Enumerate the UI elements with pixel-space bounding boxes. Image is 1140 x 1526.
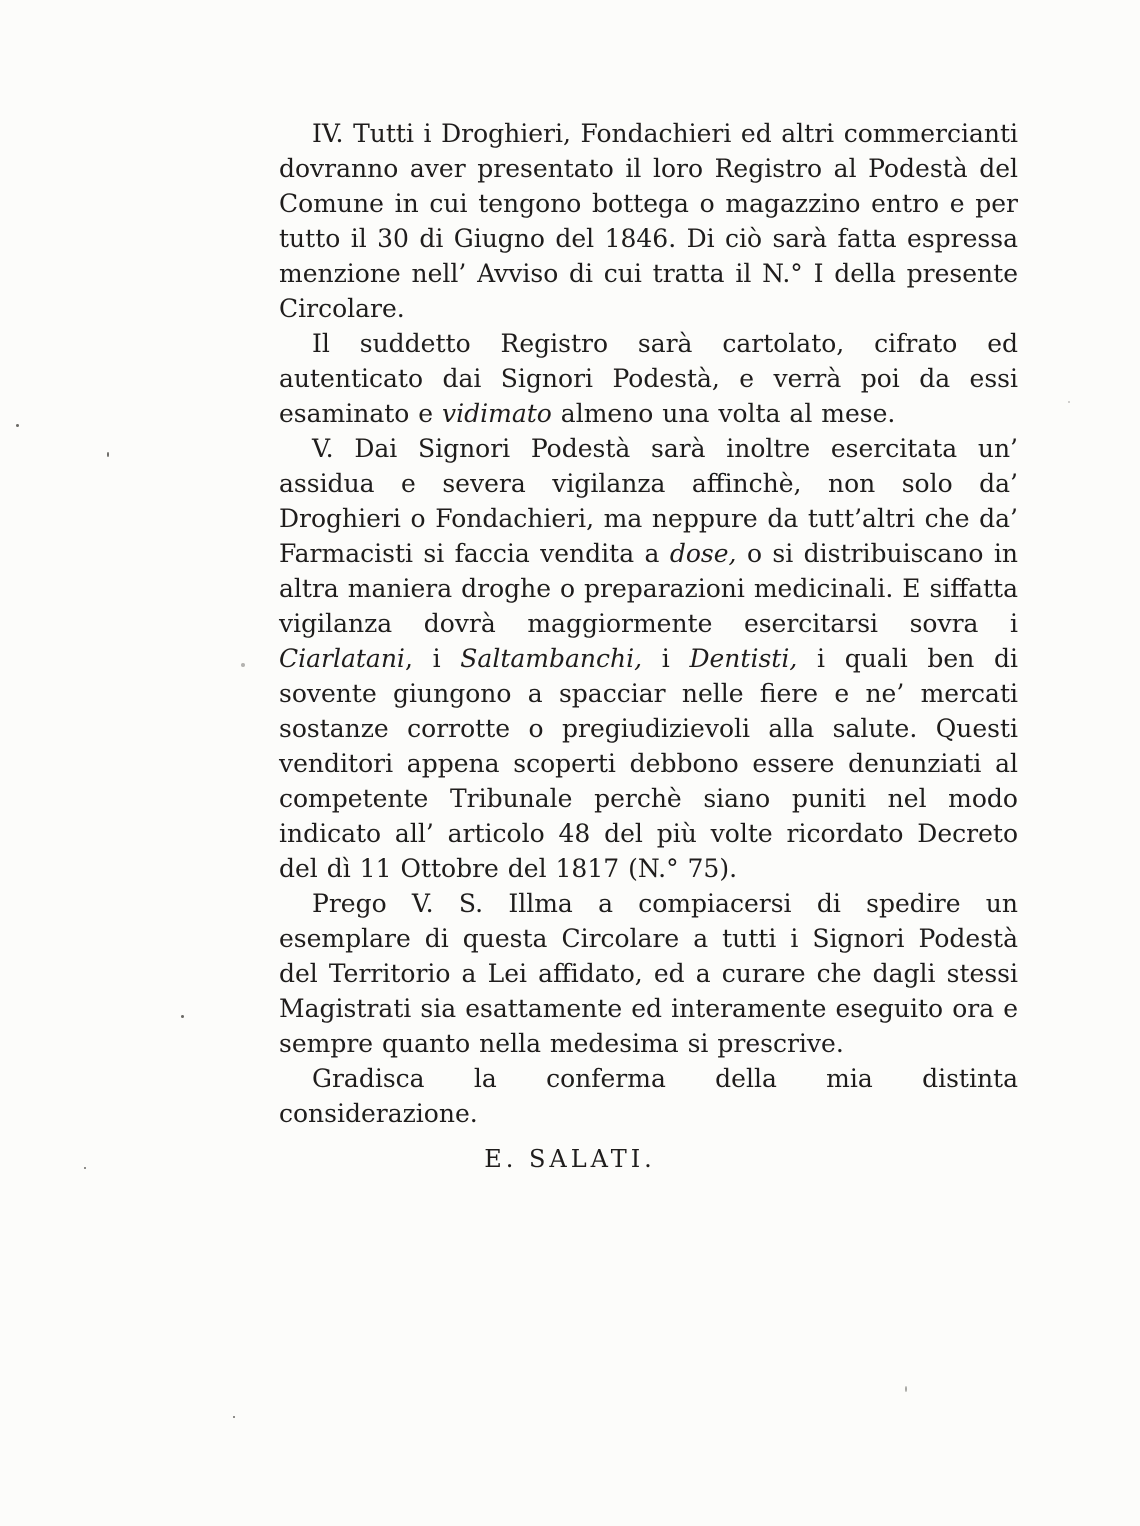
paper-speck bbox=[181, 1015, 184, 1018]
text-run: o si distribuiscano in altra maniera droghe o preparazioni medicinali. E siffatta vigilanza dovrà maggiormente esercitarsi sovra i bbox=[279, 539, 1018, 638]
text-run: V. Dai Signori Podestà sarà inoltre esercitata un’ assidua e severa vigilanza affinchè, non solo da’ Droghieri o Fondachieri, ma neppure da tutt’altri che da’ Farmacisti si faccia vendita a bbox=[279, 434, 1018, 568]
document-body bbox=[279, 116, 1018, 1131]
text-run: IV. Tutti i Droghieri, Fondachieri ed altri commercianti dovranno aver presentato il loro Registro al Podestà del Comune in cui tengono bottega o magazzino entro e per tutto il 30 di Giugno del 1846. Di ciò sarà fatta espressa menzione nell’ Avviso di cui tratta il N.° I della presente Circolare. bbox=[279, 119, 1018, 323]
text-run: , i bbox=[404, 644, 461, 673]
italic-text: dose, bbox=[669, 539, 737, 568]
paper-speck bbox=[1068, 401, 1070, 403]
text-run: i bbox=[642, 644, 690, 673]
text-run: Gradisca la conferma della mia distinta considerazione. bbox=[279, 1064, 1018, 1128]
paper-speck bbox=[233, 1416, 235, 1418]
paper-speck bbox=[905, 1386, 907, 1392]
paper-speck bbox=[16, 424, 19, 427]
italic-text: Saltambanchi, bbox=[460, 644, 643, 673]
paragraph-closing bbox=[279, 1061, 1018, 1131]
paper-speck bbox=[107, 452, 109, 457]
italic-text: vidimato bbox=[442, 399, 552, 428]
paragraph-iv bbox=[279, 116, 1018, 326]
signature: E. SALATI. bbox=[484, 1145, 656, 1173]
text-run: i quali ben di sovente giungono a spacciar nelle fiere e ne’ mercati sostanze corrotte o pregiudizievoli alla salute. Questi venditori appena scoperti debbono essere denunziati al competente Tribunale perchè siano puniti nel modo indicato all’ articolo 48 del più volte ricordato Decreto del dì 11 Ottobre del 1817 (N.° 75). bbox=[279, 644, 1019, 883]
text-run: Il suddetto Registro sarà cartolato, cifrato ed autenticato dai Signori Podestà, e verrà poi da essi esaminato e bbox=[279, 329, 1018, 428]
italic-text: Ciarlatani bbox=[279, 644, 405, 673]
paper-speck bbox=[241, 663, 245, 667]
paper-speck bbox=[84, 1167, 86, 1169]
text-run: Prego V. S. Illma a compiacersi di spedire un esemplare di questa Circolare a tutti i Signori Podestà del Territorio a Lei affidato, ed a curare che dagli stessi Magistrati sia esattamente ed interamente eseguito ora e sempre quanto nella medesima si prescrive. bbox=[279, 889, 1018, 1058]
paragraph-registro bbox=[279, 326, 1018, 431]
text-run: almeno una volta al mese. bbox=[551, 399, 896, 428]
paragraph-prego bbox=[279, 886, 1018, 1061]
italic-text: Dentisti, bbox=[689, 644, 798, 673]
paragraph-v bbox=[279, 431, 1018, 886]
